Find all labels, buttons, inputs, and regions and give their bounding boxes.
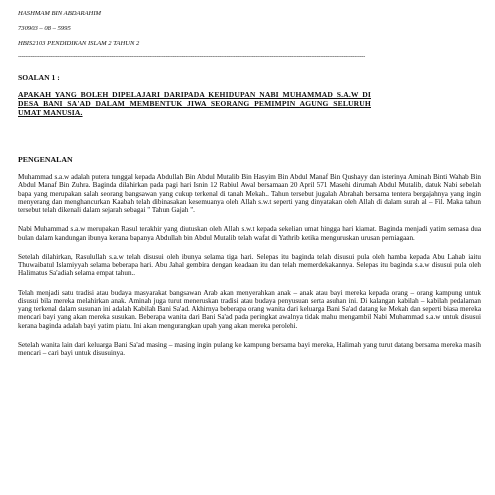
paragraph-1: Muhammad s.a.w adalah putera tunggal kepada Abdullah Bin Abdul Mutalib Bin Hasyim Bin Abdul Manaf Bin Qushayy dan isterinya Aminah Binti Wahab Bin Abdul Manaf Bin Zuhra. Baginda dilahirkan pada pagi hari Isnin 12 Rabiul Awal bersamaan 20 April 571 Masehi dirumah Abdul Mutalib, datuk Nabi sebelah bapa yang merupakan salah seorang bangsawan yang cukup terkenal di tanah Mekah.. Tahun tersebut jugalah Abrahah bersama tentera bergajahnya yang ingin menyerang dan menghancurkan Kaabah telah dibinasakan kesemuanya oleh Allah s.w.t seperti yang dinyatakan oleh Allah di dalam surah al – Fil. Maka tahun tersebut telah dikenali dalam sejarah sebagai " Tahun Gajah ". [18,173,481,214]
paragraph-4: Telah menjadi satu tradisi atau budaya masyarakat bangsawan Arab akan menyerahkan anak – anak atau bayi mereka kepada orang – orang kampung untuk disusui bila mereka melahirkan anak. Aminah juga turut meneruskan tradisi atau budaya penyusuan serta asuhan ini. Di kalangan kabilah – kabilah pedalaman yang terkenal dalam susunan ini adalah Kabilah Bani Sa'ad. Akhirnya beberapa orang wanita dari keluarga Bani Sa'ad datang ke Mekah dan seperti biasa mereka mencari bayi yang akan mereka susukan. Beberapa wanita dari Bani Sa'ad pada peringkat awalnya tidak mahu mengambil Nabi Muhammad s.a.w untuk disusui kerana baginda adalah bayi yatim piatu. Ini akan mengurangkan upah yang akan mereka perolehi. [18,288,481,330]
section-title: PENGENALAN [18,155,73,164]
dashed-divider: ------------------------------------------------------------------------------------------------------------------------------------------------------------------------------------------------- [18,54,366,60]
question-label: SOALAN 1 : [18,73,60,82]
student-id: 730903 – 08 – 5995 [18,25,71,32]
paragraph-5: Setelah wanita lain dari keluarga Bani Sa'ad masing – masing ingin pulang ke kampung bersama bayi mereka, Halimah yang turut datang bersama mereka masih mencari – cari bayi untuk disusuinya. [18,340,481,357]
paragraph-3: Setelah dilahirkan, Rasulullah s.a.w telah disusui oleh ibunya selama tiga hari. Selepas itu baginda telah disusui pula oleh hamba kepada Abu Lahab iaitu Thuwaibatul Islamiyyah selama beberapa hari. Abu Jahal gembira dengan keadaan itu dan telah memerdekakannya. Selepas itu baginda s.a.w disusui pula oleh Halimatus Sa'adiah selama empat tahun.. [18,252,481,278]
paragraph-2: Nabi Muhammad s.a.w merupakan Rasul terakhir yang diutuskan oleh Allah s.w.t kepada sekelian umat hingga hari kiamat. Baginda menjadi yatim semasa dua bulan dalam kandungan ibunya kerana bapanya Abdullah bin Abdul Mutalib telah wafat di Yathrib ketika menguruskan urusan perniagaan. [18,225,481,242]
question-text: APAKAH YANG BOLEH DIPELAJARI DARIPADA KEHIDUPAN NABI MUHAMMAD S.A.W DI DESA BANI SA'AD DALAM MEMBENTUK JIWA SEORANG PEMIMPIN AGUNG SELURUH UMAT MANUSIA. [18,90,371,117]
student-name: HASHMAM BIN ABDARAHIM [18,10,102,17]
course-code: HBIS2103 PENDIDIKAN ISLAM 2 TAHUN 2 [18,40,140,47]
